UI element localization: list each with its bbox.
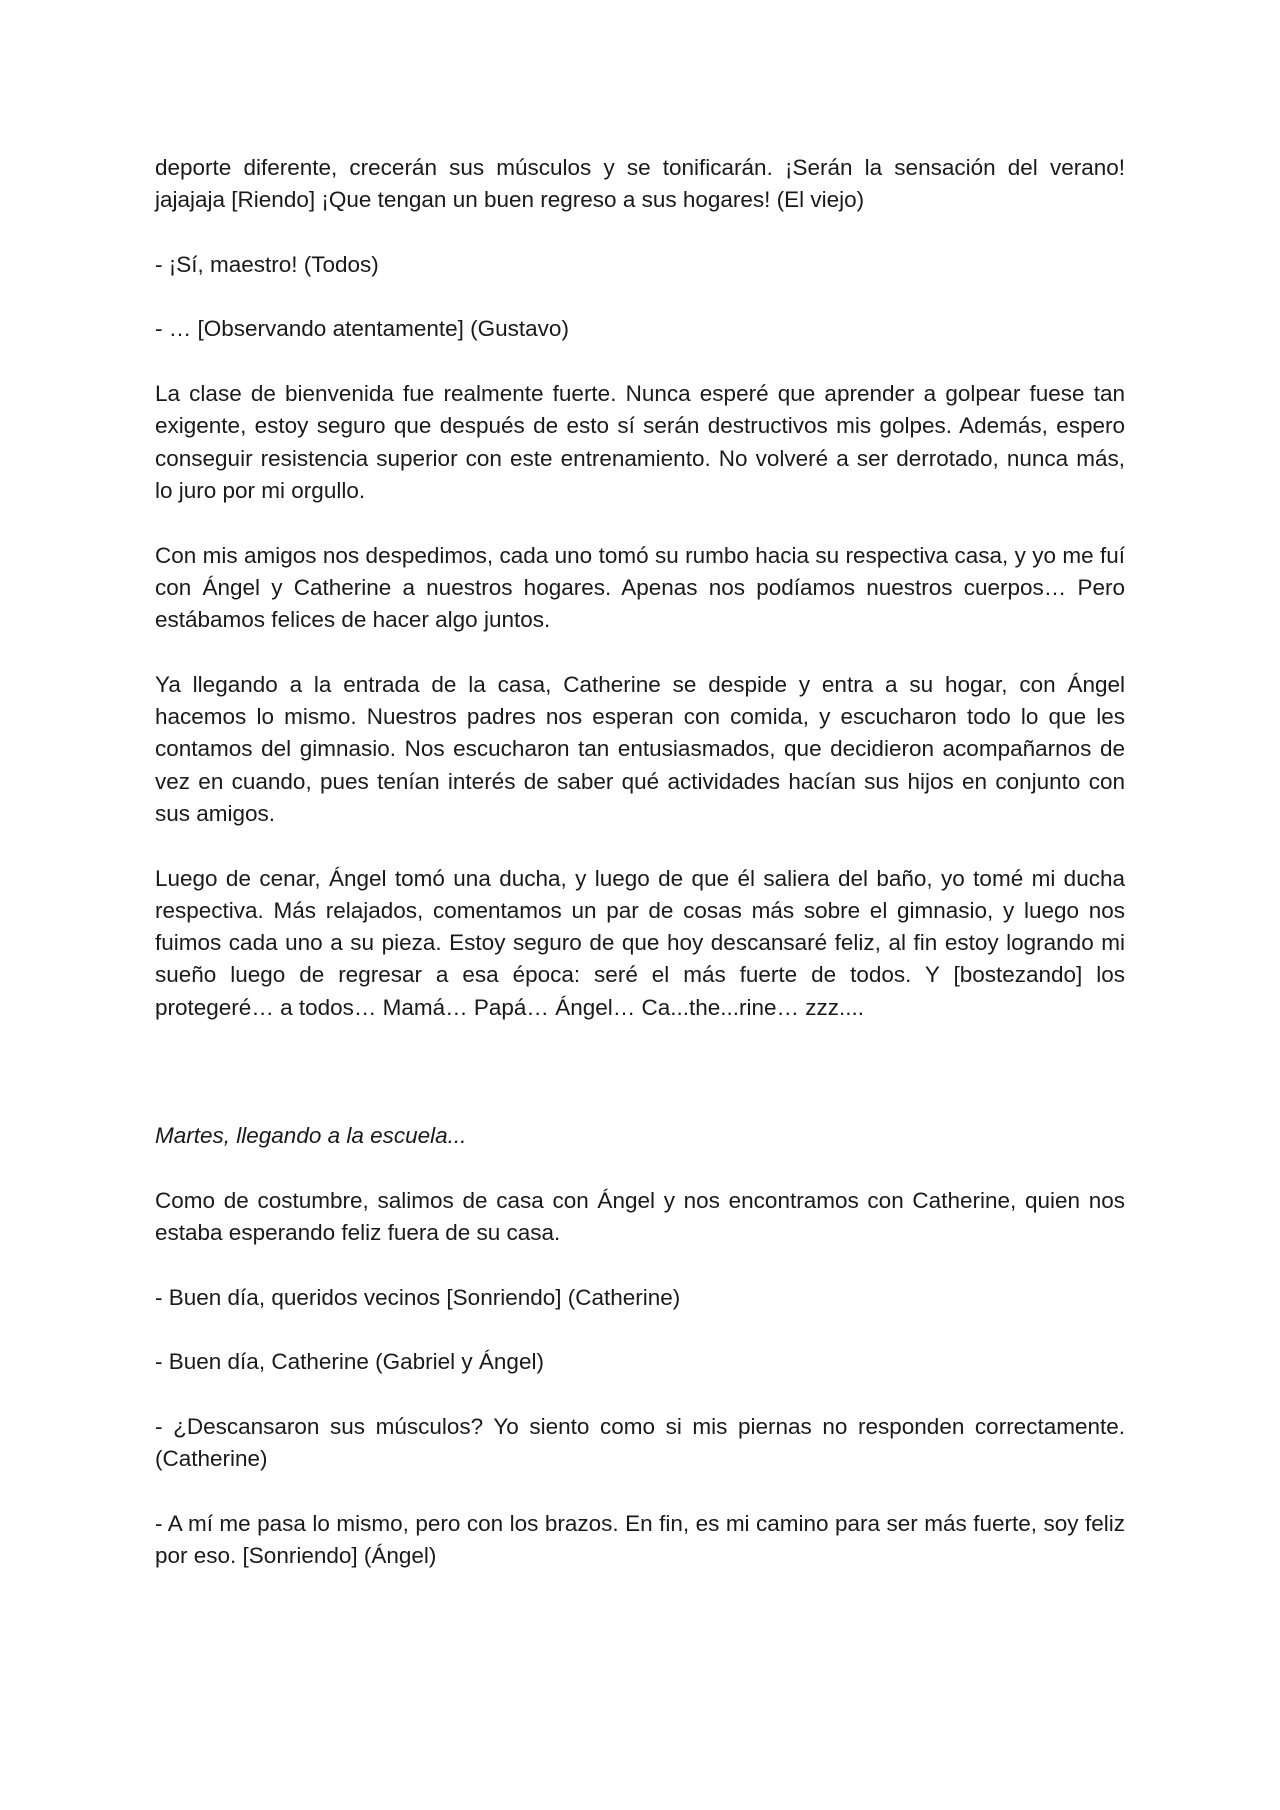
dialogue-line: - ¿Descansaron sus músculos? Yo siento como si mis piernas no responden correctamente. (Catherine) — [155, 1413, 1125, 1471]
paragraph: Con mis amigos nos despedimos, cada uno tomó su rumbo hacia su respectiva casa, y yo me fuí con Ángel y Catherine a nuestros hogares. Apenas nos podíamos nuestros cuerpos… Pero estábamos felices de hacer algo juntos. — [155, 542, 1125, 633]
dialogue-line: - A mí me pasa lo mismo, pero con los brazos. En fin, es mi camino para ser más fuerte, soy feliz por eso. [Sonriendo] (Ángel) — [155, 1510, 1125, 1568]
dialogue-line: - ¡Sí, maestro! (Todos) — [155, 251, 379, 277]
paragraph: Ya llegando a la entrada de la casa, Catherine se despide y entra a su hogar, con Ángel hacemos lo mismo. Nuestros padres nos esperan con comida, y escucharon todo lo que les contamos del gimnasio. Nos escucharon tan entusiasmados, que decidieron acompañarnos de vez en cuando, pues tenían interés de saber qué actividades hacían sus hijos en conjunto con sus amigos. — [155, 671, 1125, 826]
dialogue-line: - Buen día, queridos vecinos [Sonriendo] (Catherine) — [155, 1284, 681, 1310]
paragraph: deporte diferente, crecerán sus músculos y se tonificarán. ¡Serán la sensación del verano! jajajaja [Riendo] ¡Que tengan un buen regreso a sus hogares! (El viejo) — [155, 155, 1125, 213]
document-page — [155, 152, 1125, 1604]
paragraph: La clase de bienvenida fue realmente fuerte. Nunca esperé que aprender a golpear fuese tan exigente, estoy seguro que después de esto sí serán destructivos mis golpes. Además, espero conseguir resistencia superior con este entrenamiento. No volveré a ser derrotado, nunca más, lo juro por mi orgullo. — [155, 381, 1125, 503]
paragraph: Luego de cenar, Ángel tomó una ducha, y luego de que él saliera del baño, yo tomé mi ducha respectiva. Más relajados, comentamos un par de cosas más sobre el gimnasio, y luego nos fuimos cada uno a su pieza. Estoy seguro de que hoy descansaré feliz, al fin estoy logrando mi sueño luego de regresar a esa época: seré el más fuerte de todos. Y [bostezando] los protegeré… a todos… Mamá… Papá… Ángel… Ca...the...rine… zzz.... — [155, 865, 1125, 1020]
dialogue-line: - Buen día, Catherine (Gabriel y Ángel) — [155, 1349, 544, 1375]
dialogue-line: - … [Observando atentamente] (Gustavo) — [155, 316, 569, 342]
section-heading: Martes, llegando a la escuela... — [155, 1123, 467, 1149]
paragraph: Como de costumbre, salimos de casa con Ángel y nos encontramos con Catherine, quien nos estaba esperando feliz fuera de su casa. — [155, 1187, 1125, 1245]
